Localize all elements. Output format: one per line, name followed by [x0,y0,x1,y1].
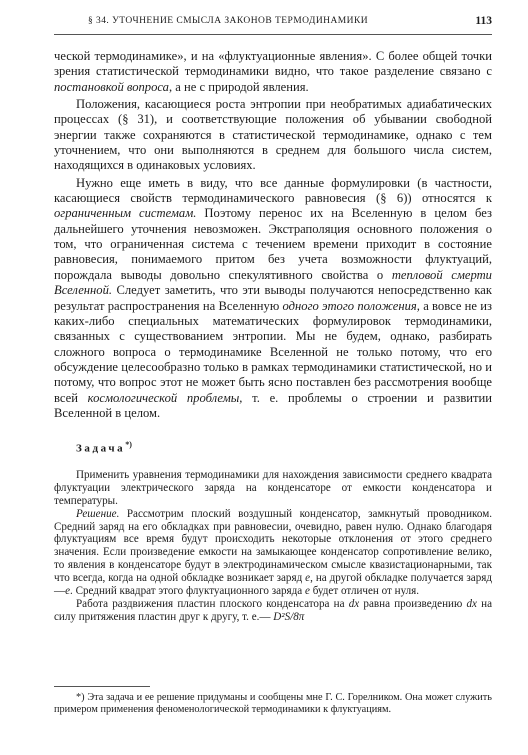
work-text-a: Работа раздвижения пластин плоского конденсатора на [76,597,349,610]
paragraph-3-emphasis-3: одного этого положения, [282,298,420,313]
page-header [54,16,492,30]
charge-symbol: e [305,572,311,585]
paragraph-3-emphasis-4: космологической проблемы, [87,390,243,405]
paragraph-3-text-a: Нужно еще иметь в виду, что все данные формулировки (в частности, касающиеся свойств термодинамического равновесия (§ 6)) относятся к [54,175,492,206]
header-rule [54,34,492,35]
problem-statement: Применить уравнения термодинамики для нахождения зависимости среднего квадрата флуктуации электрического заряда на конденсаторе от емкости конденсатора и температуры. [54,468,492,507]
charge-symbol: e [305,585,310,598]
solution-text-d: будет отличен от нуля. [309,585,420,598]
problem-solution [54,508,492,598]
solution-label: Решение. [76,507,120,520]
problem-heading [54,440,492,455]
paragraph-3-text-e: т. е. проблемы о строении и развитии Вселенной в целом. [54,390,492,420]
main-text [54,49,492,421]
solution-text-b: , на другой обкладке получается заряд — [54,572,492,598]
problem-block [54,469,492,624]
solution-text-a: Рассмотрим плоский воздушный конденсатор, замкнутый проводником. Средний заряд на его обкладках при равновесии, очевидно, равен нулю. Однако благодаря флуктуациям все время будут происходить некоторые отклонения от этого среднего значения. Если произведение емкости на замыкающее конденсатор сопротивление велико, то явления в конденсаторе будут в электродинамическом смысле квазистационарными, так что всегда, когда на одной обкладке возникает заряд [54,507,492,585]
paragraph-2: Положения, касающиеся роста энтропии при необратимых адиабатических процессах (§ 31), и соответствующие положения об убывании свободной энергии также сохраняются в статистической термодинамике, однако с тем уточнением, что они выполняются в среднем для большого числа систем, находящихся в одинаковых условиях. [54,97,492,173]
work-text-b: равна произведению [359,597,467,610]
paragraph-3 [54,176,492,422]
force-formula: D²S/8π [273,610,305,623]
footnote-rule [54,686,150,687]
page-body [54,49,492,624]
charge-symbol: e [65,585,71,598]
footnote-text: *) Эта задача и ее решение придуманы и сообщены мне Г. С. Горелником. Она может служить примером применения феноменологической термодинамики к флуктуациям. [54,692,492,716]
paragraph-3-text-c: Следует заметить, что эти выводы получаются непосредственно как результат распространения на Вселенную [54,283,492,313]
dx-symbol: dx [348,597,360,610]
paragraph-1-text-b: , а не с природой явления. [168,79,309,94]
page-number: 113 [475,15,492,27]
problem-heading-text: Задача [76,442,126,455]
paragraph-1 [54,49,492,95]
paragraph-3-emphasis-2: тепловой смерти Вселенной. [54,267,492,298]
paragraph-3-text-b: Поэтому перенос их на Вселенную в целом без дальнейшего уточнения невозможен. Экстраполяция основного положения о том, что ограниченная система с течением времени приходит в состояние равновесия, понимаемого притом без учета возможности флуктуаций, порождала выводы довольно спекулятивного свойства о [54,206,492,282]
footnote-marker: *) [125,440,132,450]
footnote [54,692,492,716]
paragraph-1-text-a: ческой термодинамике», и на «флуктуационные явления». С более общей точки зрения статистической термодинамики видно, что такое разделение связано с [54,49,492,79]
running-head: § 34. УТОЧНЕНИЕ СМЫСЛА ЗАКОНОВ ТЕРМОДИНАМИКИ [88,16,369,26]
paragraph-3-text-d: а вовсе не из каких-либо специальных математических формулировок термодинамики, связанных с существованием энтропии. Мы не будем, однако, разбирать сложного вопроса о термодинамике Вселенной не только потому, что его обсуждение целесообразно только в рамках термодинамики статистической, но и потому, что вопрос этот не может быть ясно поставлен без рассмотрения вообще всей [54,298,492,405]
paragraph-1-emphasis: постановкой вопроса [54,79,169,94]
paragraph-3-emphasis-1: ограниченным системам. [54,206,197,221]
work-text-c: на силу притяжения пластин друг к другу, т. е.— [54,597,493,623]
problem-work-paragraph [54,598,492,624]
dx-symbol: dx [466,597,477,610]
solution-text-c: . Средний квадрат этого флуктуационного заряда [70,585,305,598]
